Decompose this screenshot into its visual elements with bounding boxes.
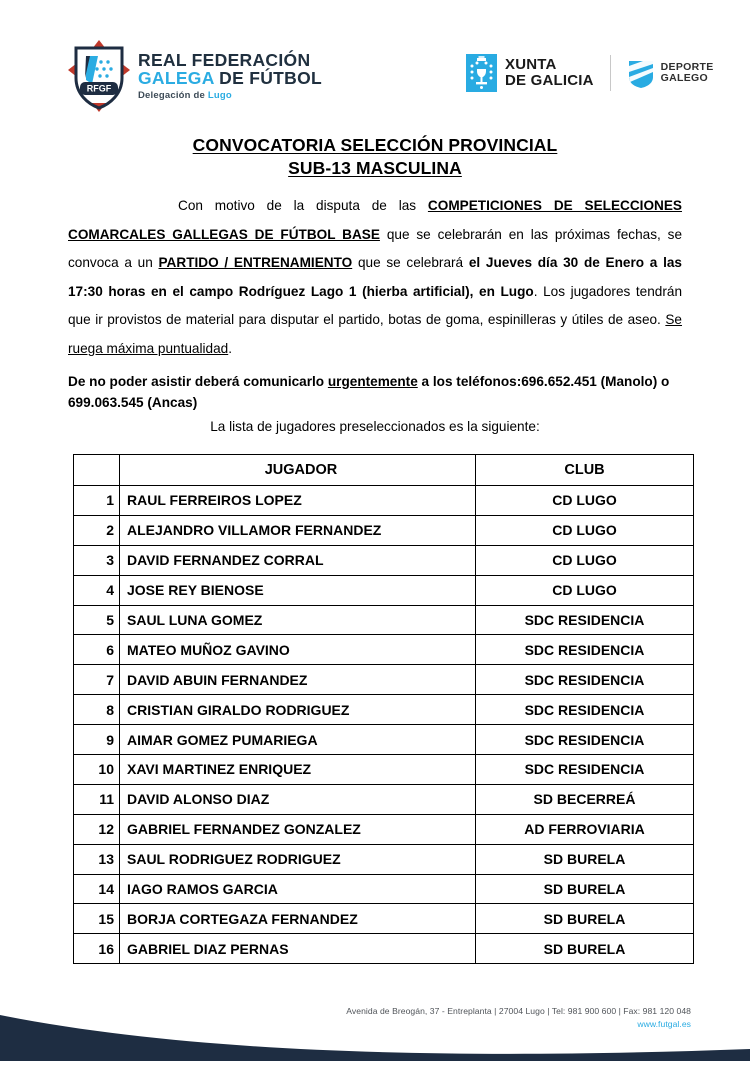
- cell-player-name: JOSE REY BIENOSE: [120, 575, 476, 605]
- cell-number: 16: [74, 934, 120, 964]
- cell-player-name: SAUL RODRIGUEZ RODRIGUEZ: [120, 844, 476, 874]
- table-head: [74, 455, 694, 486]
- cell-club: CD LUGO: [476, 575, 694, 605]
- cell-club: SDC RESIDENCIA: [476, 695, 694, 725]
- table-row: [74, 635, 694, 665]
- cell-club: SD BURELA: [476, 874, 694, 904]
- page-title-line1: CONVOCATORIA SELECCIÓN PROVINCIAL: [192, 135, 558, 155]
- cell-number: 5: [74, 605, 120, 635]
- rfgf-line3-accent: Lugo: [207, 89, 232, 101]
- xunta-wordmark: [505, 57, 594, 89]
- cell-player-name: AIMAR GOMEZ PUMARIEGA: [120, 725, 476, 755]
- deporte-line1: DEPORTE: [660, 60, 714, 73]
- cell-number: 2: [74, 515, 120, 545]
- page-title: [0, 134, 750, 180]
- rfgf-logo: [68, 40, 322, 112]
- page-title-line2: SUB-13 MASCULINA: [288, 158, 462, 178]
- cell-player-name: GABRIEL DIAZ PERNAS: [120, 934, 476, 964]
- cell-number: 8: [74, 695, 120, 725]
- xunta-de-galicia-logo: [466, 54, 594, 92]
- rfgf-shield-icon: [68, 40, 130, 112]
- xunta-line1: XUNTA: [505, 56, 557, 74]
- rfgf-wordmark: [138, 49, 323, 101]
- table-row: [74, 486, 694, 516]
- player-list-intro: La lista de jugadores preseleccionados es la siguiente:: [210, 419, 540, 434]
- cell-number: 9: [74, 725, 120, 755]
- cell-number: 13: [74, 844, 120, 874]
- cell-club: SD BURELA: [476, 904, 694, 934]
- cell-club: AD FERROVIARIA: [476, 814, 694, 844]
- cell-club: SD BURELA: [476, 934, 694, 964]
- convocation-paragraph: [68, 192, 682, 364]
- cell-number: 11: [74, 784, 120, 814]
- cell-number: 3: [74, 545, 120, 575]
- footer-website[interactable]: www.futgal.es: [637, 1019, 691, 1029]
- rfgf-line2-accent: GALEGA: [138, 67, 215, 88]
- footer-address: Avenida de Breogán, 37 - Entreplanta | 27004 Lugo | Tel: 981 900 600 | Fax: 981 120 048: [346, 1006, 691, 1016]
- rfgf-line2-rest: DE FÚTBOL: [214, 67, 323, 88]
- table-row: [74, 904, 694, 934]
- cell-player-name: DAVID FERNANDEZ CORRAL: [120, 545, 476, 575]
- rfgf-line1: REAL FEDERACIÓN: [138, 49, 311, 70]
- cell-player-name: IAGO RAMOS GARCIA: [120, 874, 476, 904]
- body-event-type: PARTIDO / ENTRENAMIENTO: [158, 255, 353, 271]
- cell-club: SDC RESIDENCIA: [476, 725, 694, 755]
- cell-club: SDC RESIDENCIA: [476, 665, 694, 695]
- table-row: [74, 545, 694, 575]
- xunta-coat-of-arms-icon: [466, 54, 497, 92]
- table-row: [74, 605, 694, 635]
- header-club: CLUB: [476, 455, 694, 486]
- cell-player-name: XAVI MARTINEZ ENRIQUEZ: [120, 755, 476, 785]
- player-list-table: [73, 454, 694, 964]
- table-row: [74, 725, 694, 755]
- deporte-wordmark: [661, 62, 714, 84]
- logo-divider: [610, 55, 611, 91]
- footer-decoration: [0, 1001, 750, 1061]
- notice-phones: a los teléfonos:696.652.451 (Manolo) o 699.063.545 (Ancas): [68, 374, 670, 410]
- absence-notice: [68, 371, 682, 413]
- body-seg7: . Los jugadores tendrán que ir provistos de material para disputar el partido, botas de goma, espinilleras y útiles de aseo.: [68, 283, 682, 328]
- table-row: [74, 784, 694, 814]
- table-row: [74, 695, 694, 725]
- svg-text:RFGF: RFGF: [86, 83, 112, 94]
- table-row: [74, 844, 694, 874]
- cell-player-name: SAUL LUNA GOMEZ: [120, 605, 476, 635]
- cell-club: SDC RESIDENCIA: [476, 635, 694, 665]
- header-number: [74, 455, 120, 486]
- rfgf-line3-prefix: Delegación de: [138, 89, 208, 101]
- notice-urgently: urgentemente: [327, 374, 418, 389]
- deporte-galego-logo: [627, 57, 714, 89]
- cell-number: 10: [74, 755, 120, 785]
- cell-number: 7: [74, 665, 120, 695]
- cell-club: SDC RESIDENCIA: [476, 605, 694, 635]
- body-competitions-name: COMPETICIONES DE SELECCIONES COMARCALES GALLEGAS DE FÚTBOL BASE: [68, 198, 682, 242]
- body-datetime-venue: el Jueves día 30 de Enero a las 17:30 horas en el campo Rodríguez Lago 1 (hierba artificial), en Lugo: [68, 255, 682, 299]
- cell-club: CD LUGO: [476, 545, 694, 575]
- body-seg5: que se celebrará: [352, 255, 469, 271]
- rfgf-line2: [138, 67, 323, 88]
- xunta-line2: DE GALICIA: [505, 72, 594, 89]
- table-body: [74, 486, 694, 964]
- body-seg9: .: [228, 340, 232, 356]
- table-row: [74, 874, 694, 904]
- cell-number: 12: [74, 814, 120, 844]
- table-row: [74, 934, 694, 964]
- body-seg3: que se celebrarán en las próximas fechas, se convoca a un: [68, 226, 683, 271]
- body-seg1: Con motivo de la disputa de las: [178, 198, 428, 213]
- header-player: JUGADOR: [120, 455, 476, 486]
- cell-player-name: ALEJANDRO VILLAMOR FERNANDEZ: [120, 515, 476, 545]
- table-row: [74, 575, 694, 605]
- table-row: [74, 665, 694, 695]
- cell-club: CD LUGO: [476, 515, 694, 545]
- cell-player-name: DAVID ALONSO DIAZ: [120, 784, 476, 814]
- table-header-row: [74, 455, 694, 486]
- table-row: [74, 755, 694, 785]
- deporte-galego-icon: [627, 57, 655, 89]
- cell-club: SD BURELA: [476, 844, 694, 874]
- cell-player-name: DAVID ABUIN FERNANDEZ: [120, 665, 476, 695]
- rfgf-line3: [138, 91, 322, 101]
- cell-player-name: GABRIEL FERNANDEZ GONZALEZ: [120, 814, 476, 844]
- cell-player-name: CRISTIAN GIRALDO RODRIGUEZ: [120, 695, 476, 725]
- cell-number: 1: [74, 486, 120, 516]
- cell-club: SDC RESIDENCIA: [476, 755, 694, 785]
- body-punctuality-note: Se ruega máxima puntualidad: [68, 312, 682, 356]
- cell-player-name: RAUL FERREIROS LOPEZ: [120, 486, 476, 516]
- cell-number: 14: [74, 874, 120, 904]
- institutional-logos: [466, 54, 714, 92]
- cell-number: 15: [74, 904, 120, 934]
- cell-player-name: BORJA CORTEGAZA FERNANDEZ: [120, 904, 476, 934]
- cell-club: CD LUGO: [476, 486, 694, 516]
- notice-part1: De no poder asistir deberá comunicarlo: [68, 374, 328, 389]
- cell-player-name: MATEO MUÑOZ GAVINO: [120, 635, 476, 665]
- cell-club: SD BECERREÁ: [476, 784, 694, 814]
- page-header: [0, 38, 750, 130]
- table-row: [74, 515, 694, 545]
- table-row: [74, 814, 694, 844]
- cell-number: 6: [74, 635, 120, 665]
- deporte-line2: GALEGO: [660, 72, 708, 84]
- cell-number: 4: [74, 575, 120, 605]
